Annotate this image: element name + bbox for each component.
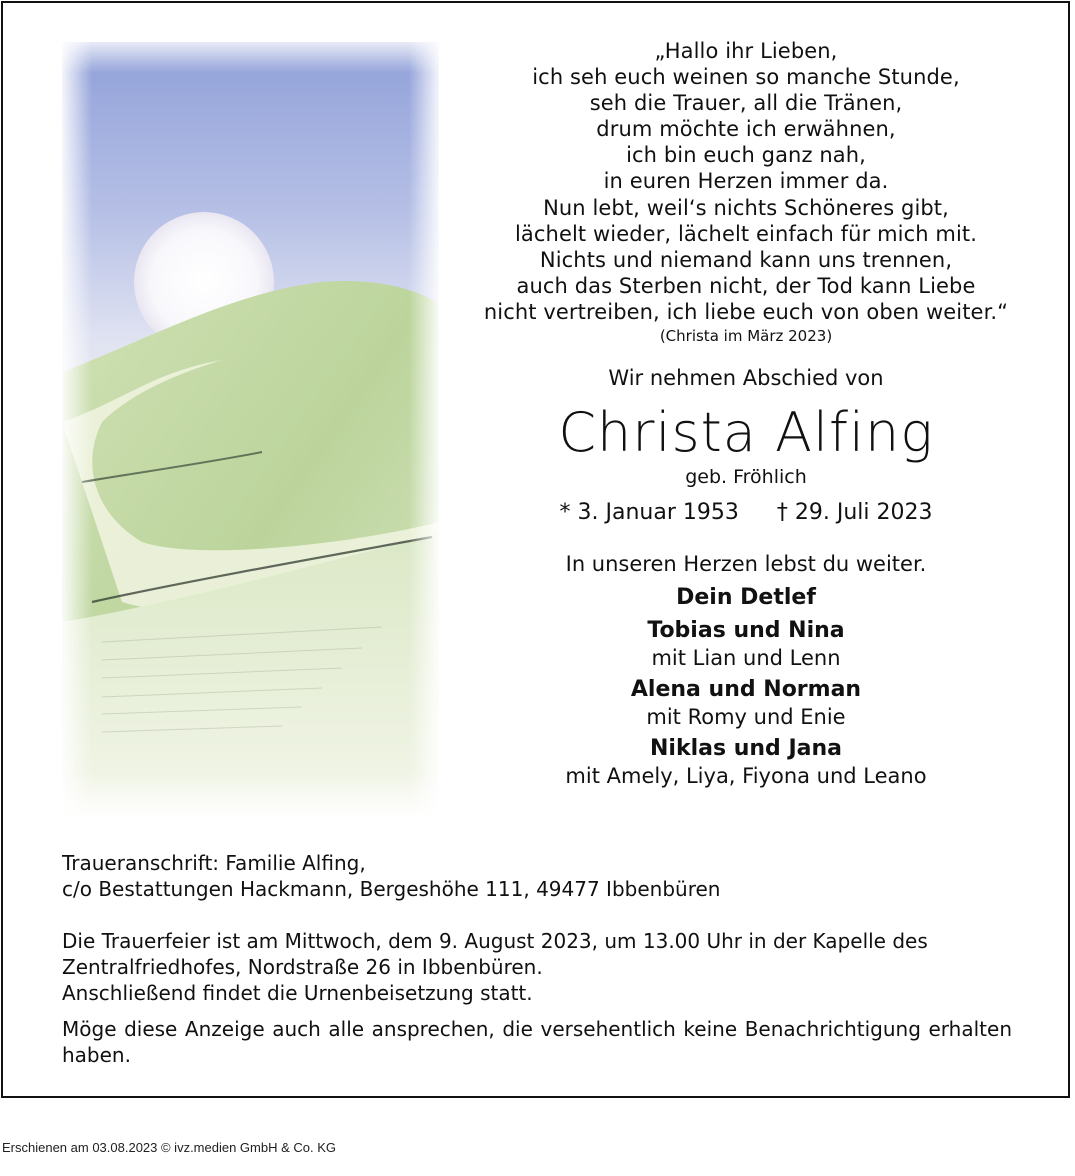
- family-names: Niklas und Jana: [650, 736, 842, 762]
- notification-notice: Möge diese Anzeige auch alle ansprechen, die versehentlich keine Benachrichtigung erhalten haben.: [62, 1017, 1012, 1067]
- closing-line: In unseren Herzen lebst du weiter.: [565, 552, 927, 577]
- poem-line: seh die Trauer, all die Tränen,: [589, 91, 903, 116]
- life-dates: [440, 499, 1052, 527]
- obituary-details: [62, 850, 1012, 1068]
- poem-line: Nun lebt, weil‘s nichts Schöneres gibt,: [543, 195, 949, 220]
- landscape-illustration: [62, 42, 439, 818]
- family-names: Dein Detlef: [676, 585, 816, 611]
- ceremony-line: Die Trauerfeier ist am Mittwoch, dem 9. August 2023, um 13.00 Uhr in der Kapelle des: [62, 929, 928, 953]
- poem-line: ich bin euch ganz nah,: [626, 143, 866, 168]
- poem-line: auch das Sterben nicht, der Tod kann Liebe: [516, 273, 976, 298]
- poem-line: in euren Herzen immer da.: [603, 169, 889, 194]
- poem-line: Nichts und niemand kann uns trennen,: [539, 247, 953, 272]
- poem-credit: (Christa im März 2023): [659, 327, 833, 346]
- poem-line: lächelt wieder, lächelt einfach für mich mit.: [515, 221, 977, 246]
- ceremony-line: Zentralfriedhofes, Nordstraße 26 in Ibbenbüren.: [62, 955, 543, 979]
- birth-date: * 3. Januar 1953: [559, 500, 739, 526]
- publication-footer: Erschienen am 03.08.2023 © ivz.medien GmbH & Co. KG: [2, 1140, 337, 1155]
- poem-line: „Hallo ihr Lieben,: [654, 39, 838, 63]
- poem-line: ich seh euch weinen so manche Stunde,: [532, 65, 960, 90]
- family-children: mit Amely, Liya, Fiyona und Leano: [565, 764, 927, 789]
- family-children: mit Lian und Lenn: [651, 646, 841, 671]
- mourning-address-line: Traueranschrift: Familie Alfing,: [62, 851, 366, 875]
- poem-line: drum möchte ich erwähnen,: [596, 117, 896, 142]
- death-date: † 29. Juli 2023: [776, 500, 933, 526]
- family-names: Tobias und Nina: [647, 618, 845, 644]
- birth-name: geb. Fröhlich: [685, 466, 807, 489]
- obituary-text-column: [440, 38, 1052, 789]
- ceremony-line: Anschließend findet die Urnenbeisetzung statt.: [62, 981, 533, 1005]
- deceased-name: Christa Alfing: [558, 401, 934, 465]
- family-names: Alena und Norman: [630, 677, 862, 703]
- poem: [440, 38, 1052, 325]
- farewell-intro: Wir nehmen Abschied von: [608, 366, 884, 391]
- mourning-address-line: c/o Bestattungen Hackmann, Bergeshöhe 111, 49477 Ibbenbüren: [62, 877, 721, 901]
- poem-line: nicht vertreiben, ich liebe euch von oben weiter.“: [483, 299, 1009, 324]
- family-children: mit Romy und Enie: [646, 705, 846, 730]
